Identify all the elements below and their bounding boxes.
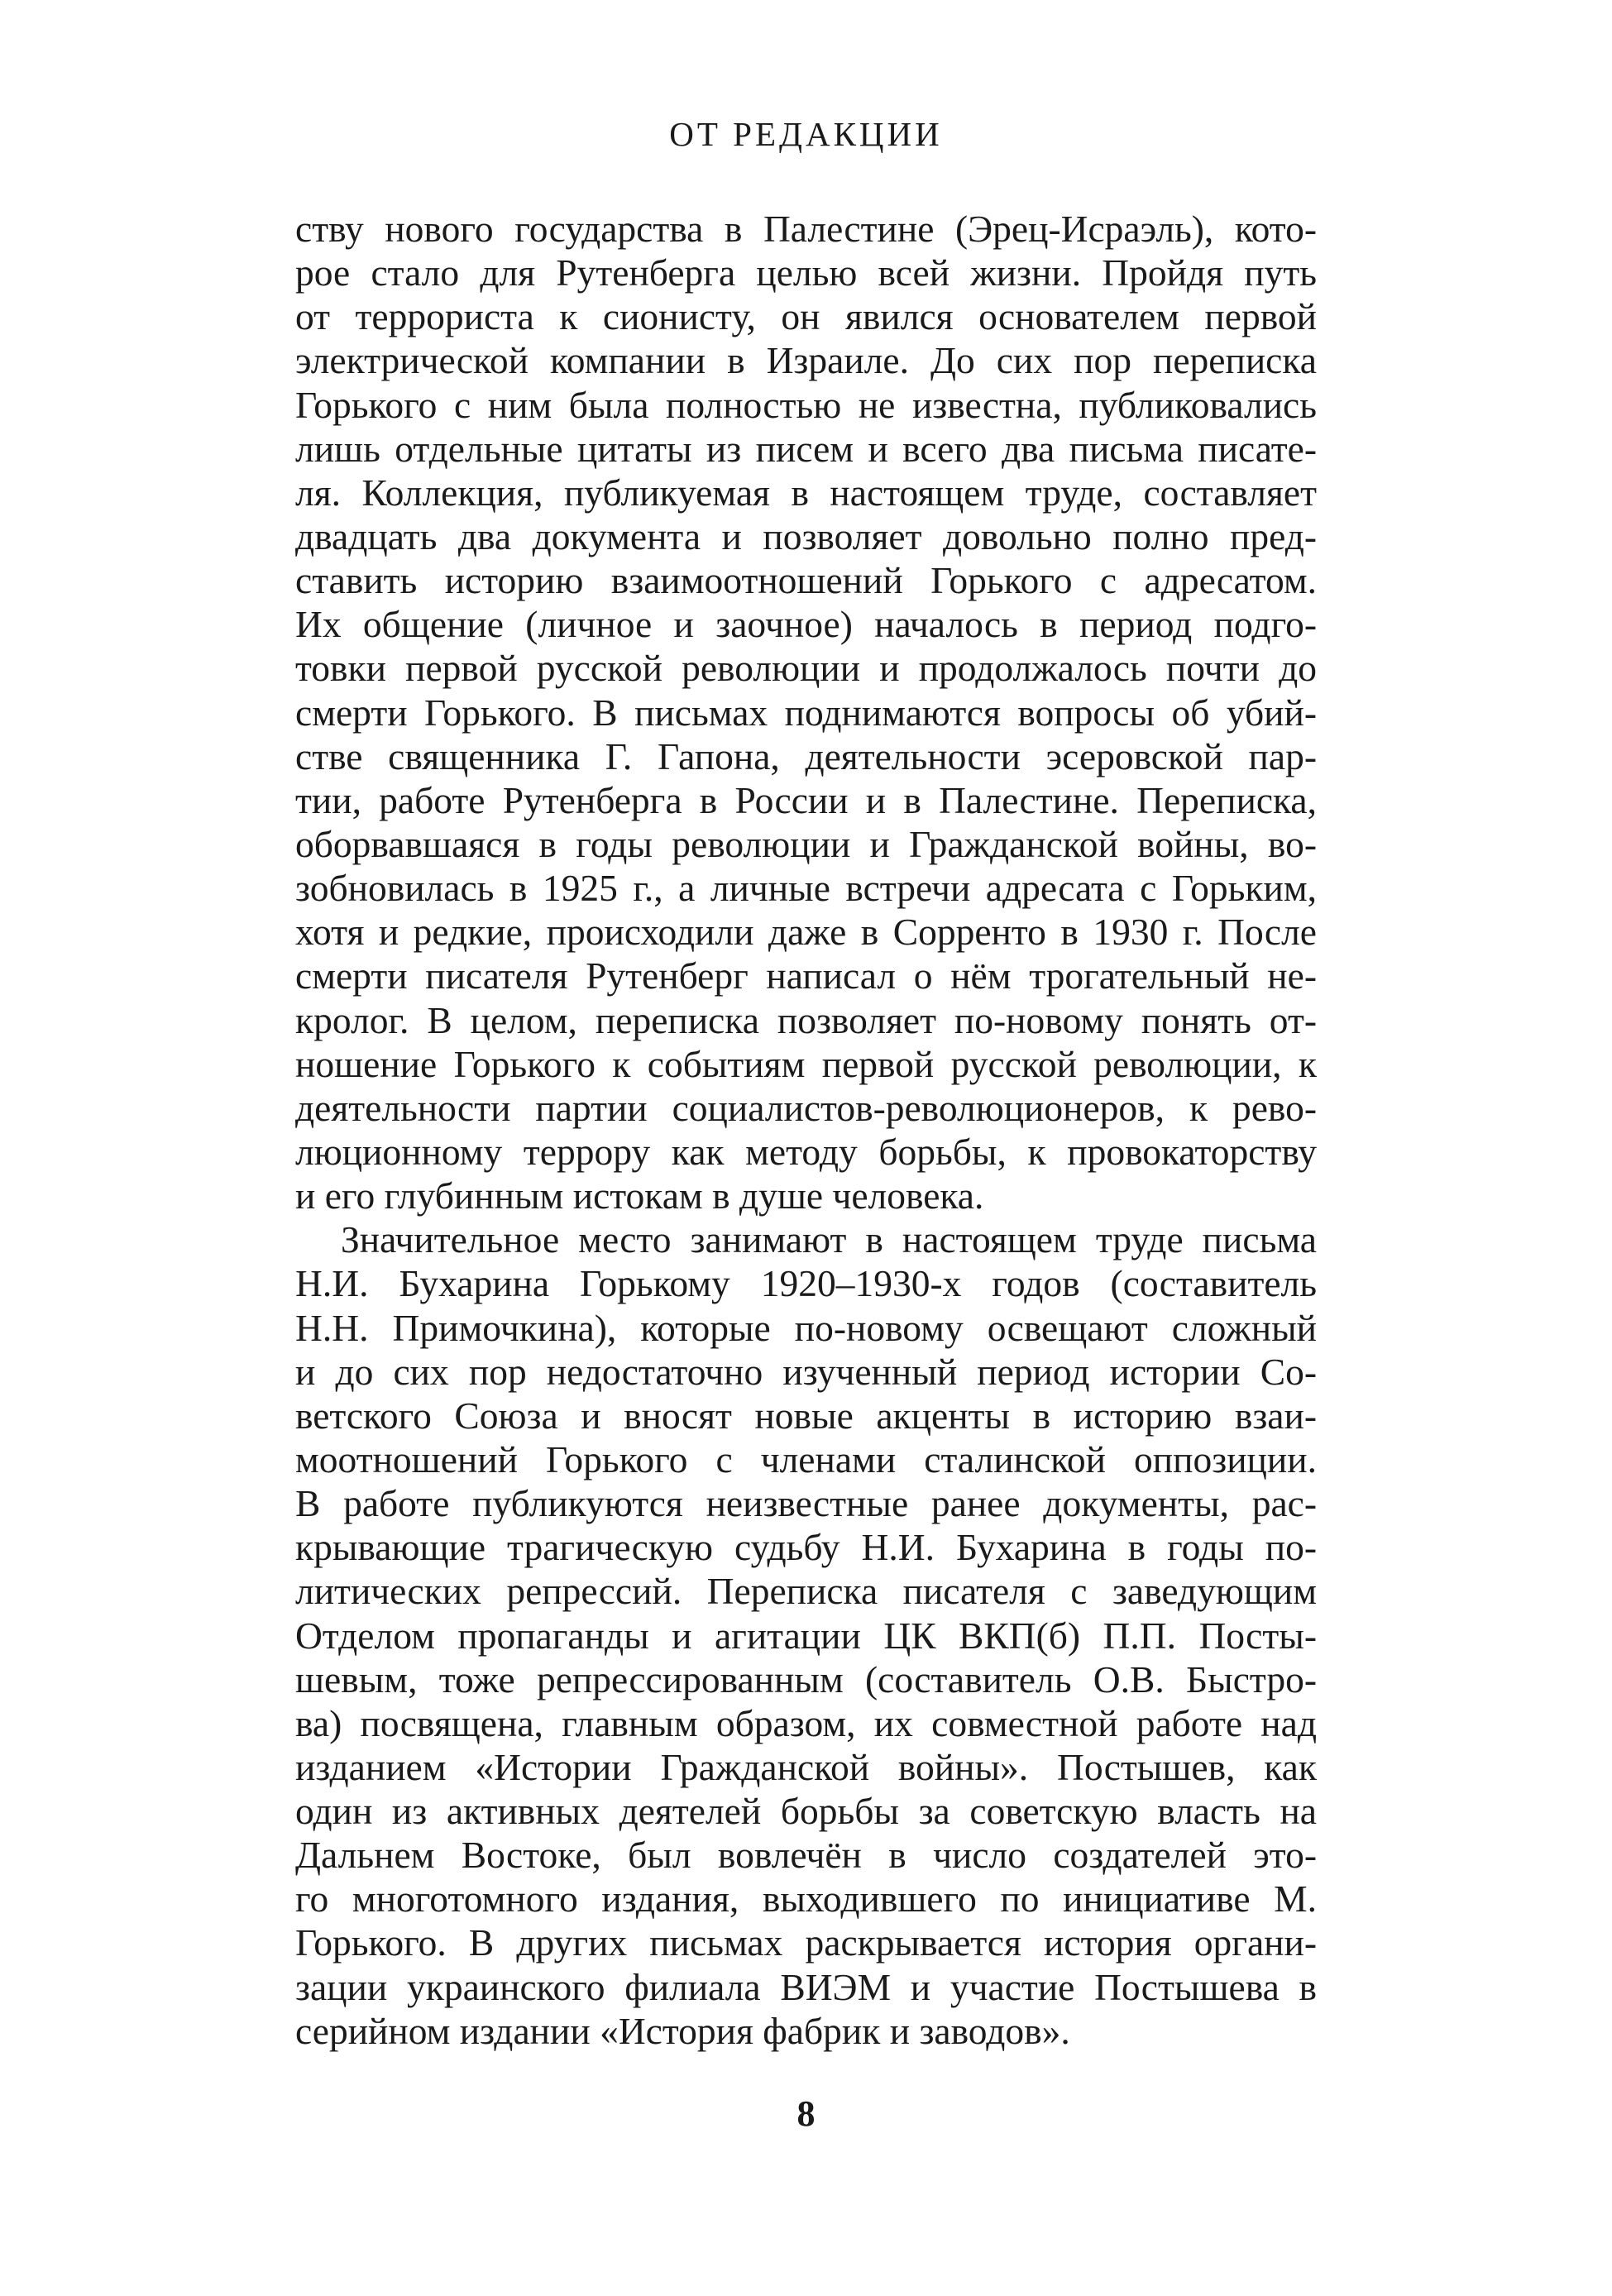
- text-line: литических репрессий. Переписка писателя с заведующим: [295, 1570, 1317, 1613]
- text-line: стве священника Г. Гапона, деятельности эсеровской пар-: [295, 734, 1317, 777]
- text-line: оборвавшаяся в годы революции и Гражданской войны, во-: [295, 822, 1317, 865]
- paragraph: [295, 1217, 1317, 2053]
- text-line: моотношений Горького с членами сталинской оппозиции.: [295, 1437, 1317, 1480]
- text-line: деятельности партии социалистов-революционеров, к рево-: [295, 1086, 1317, 1129]
- text-line: лишь отдельные цитаты из писем и всего два письма писате-: [295, 427, 1317, 470]
- text-line: и до сих пор недостаточно изученный период истории Со-: [295, 1350, 1317, 1393]
- text-line: Н.И. Бухарина Горькому 1920–1930-х годов (составитель: [295, 1262, 1317, 1305]
- text-line: Горького с ним была полностью не известна, публиковались: [295, 383, 1317, 426]
- text-line: серийном издании «История фабрик и заводов».: [295, 2009, 1070, 2052]
- text-line: го многотомного издания, выходившего по инициативе М.: [295, 1877, 1317, 1921]
- text-line: люционному террору как методу борьбы, к провокаторству: [295, 1130, 1317, 1173]
- body-text: [295, 207, 1317, 2053]
- text-line: один из активных деятелей борьбы за советскую власть на: [295, 1790, 1317, 1833]
- text-line: двадцать два документа и позволяет довольно полно пред-: [295, 514, 1317, 557]
- text-line: ству нового государства в Палестине (Эрец-Исраэль), кото-: [295, 208, 1317, 250]
- text-line: от террориста к сионисту, он явился основателем первой: [295, 295, 1317, 338]
- text-line: смерти Горького. В письмах поднимаются вопросы об убий-: [295, 691, 1317, 734]
- text-line: В работе публикуются неизвестные ранее документы, рас-: [295, 1482, 1317, 1525]
- text-line: Их общение (личное и заочное) началось в период подго-: [295, 603, 1317, 646]
- text-line: и его глубинным истокам в душе человека.: [295, 1174, 984, 1217]
- text-line: тии, работе Рутенберга в России и в Палестине. Переписка,: [295, 778, 1317, 821]
- page-number: 8: [796, 2093, 816, 2134]
- text-line: кролог. В целом, переписка позволяет по-новому понять от-: [295, 998, 1317, 1041]
- text-line: ля. Коллекция, публикуемая в настоящем труде, составляет: [295, 471, 1317, 514]
- text-line: электрической компании в Израиле. До сих пор переписка: [295, 339, 1317, 382]
- text-line: зобновилась в 1925 г., а личные встречи адресата с Горьким,: [295, 867, 1317, 910]
- running-head: ОТ РЕДАКЦИИ: [669, 115, 943, 153]
- text-line: шевым, тоже репрессированным (составитель О.В. Быстро-: [295, 1657, 1317, 1700]
- text-line: зации украинского филиала ВИЭМ и участие Постышева в: [295, 1965, 1317, 2008]
- paragraph: [295, 207, 1317, 1217]
- text-line: Отделом пропаганды и агитации ЦК ВКП(б) П.П. Посты-: [295, 1614, 1317, 1657]
- text-line: Горького. В других письмах раскрывается история органи-: [295, 1921, 1317, 1964]
- text-line: изданием «Истории Гражданской войны». Постышев, как: [295, 1745, 1317, 1788]
- text-line: смерти писателя Рутенберг написал о нём трогательный не-: [295, 954, 1317, 997]
- text-line: Значительное место занимают в настоящем труде письма: [341, 1218, 1317, 1261]
- text-line: товки первой русской революции и продолжалось почти до: [295, 647, 1317, 690]
- text-line: ношение Горького к событиям первой русской революции, к: [295, 1042, 1317, 1085]
- text-line: ветского Союза и вносят новые акценты в историю взаи-: [295, 1394, 1317, 1437]
- text-line: Н.Н. Примочкина), которые по-новому освещают сложный: [295, 1306, 1317, 1349]
- text-line: ставить историю взаимоотношений Горького с адресатом.: [295, 559, 1317, 602]
- text-line: рое стало для Рутенберга целью всей жизни. Пройдя путь: [295, 251, 1317, 294]
- text-line: хотя и редкие, происходили даже в Сорренто в 1930 г. После: [295, 911, 1317, 954]
- text-line: Дальнем Востоке, был вовлечён в число создателей это-: [295, 1834, 1317, 1877]
- text-line: крывающие трагическую судьбу Н.И. Бухарина в годы по-: [295, 1526, 1317, 1569]
- text-line: ва) посвящена, главным образом, их совместной работе над: [295, 1701, 1317, 1744]
